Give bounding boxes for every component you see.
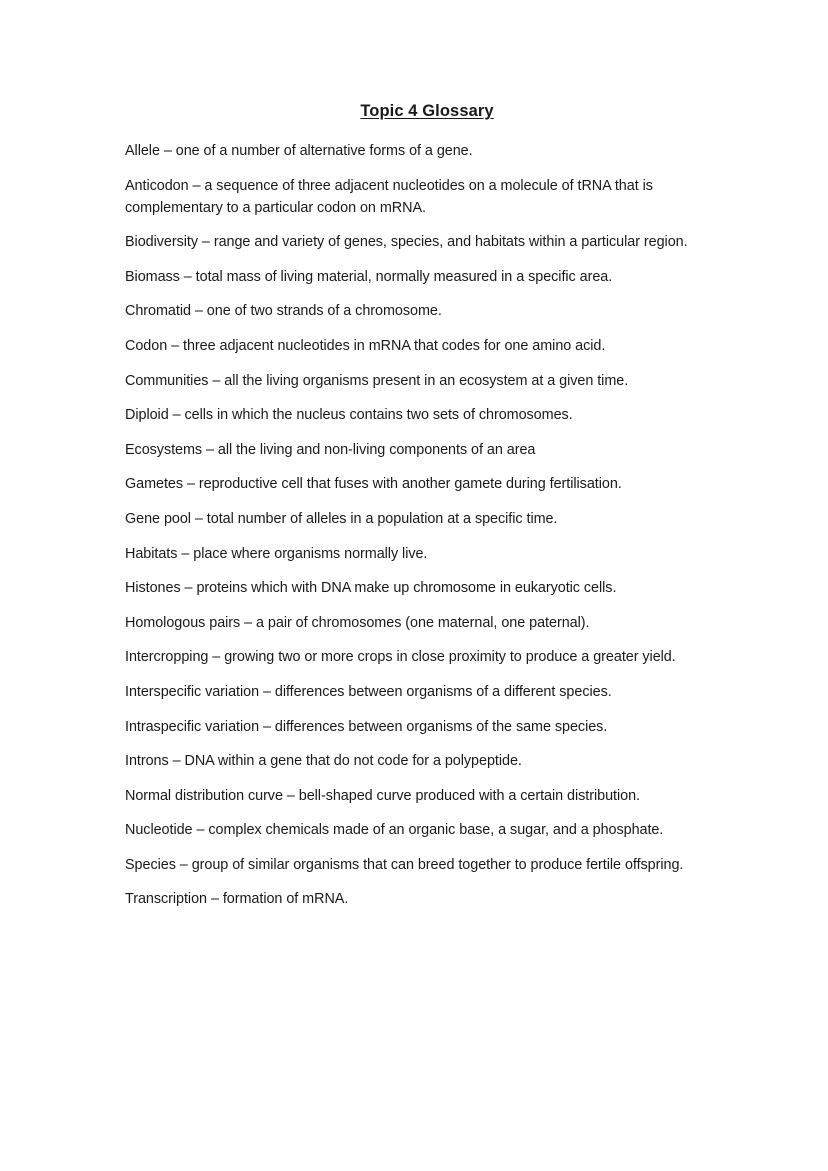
glossary-entry-species: Species – group of similar organisms that can breed together to produce fertile offspring.	[125, 856, 684, 873]
glossary-entry-intercropping: Intercropping – growing two or more crops in close proximity to produce a greater yield.	[125, 649, 676, 666]
glossary-entry-homologous-pairs: Homologous pairs – a pair of chromosomes (one maternal, one paternal).	[125, 614, 590, 631]
glossary-entry-introns: Introns – DNA within a gene that do not code for a polypeptide.	[125, 753, 522, 770]
glossary-entry-biodiversity: Biodiversity – range and variety of genes, species, and habitats within a particular region.	[125, 234, 688, 251]
glossary-entry-transcription: Transcription – formation of mRNA.	[125, 891, 349, 908]
glossary-entry-intraspecific-variation: Intraspecific variation – differences between organisms of the same species.	[125, 718, 608, 735]
glossary-entry-interspecific-variation: Interspecific variation – differences between organisms of a different species.	[125, 683, 612, 700]
glossary-entry-gametes: Gametes – reproductive cell that fuses with another gamete during fertilisation.	[125, 476, 622, 493]
glossary-entry-codon: Codon – three adjacent nucleotides in mRNA that codes for one amino acid.	[125, 337, 606, 354]
glossary-entry-biomass: Biomass – total mass of living material, normally measured in a specific area.	[125, 268, 613, 285]
glossary-entry-allele: Allele – one of a number of alternative forms of a gene.	[125, 143, 473, 159]
glossary-list	[125, 140, 765, 910]
glossary-entry-communities: Communities – all the living organisms present in an ecosystem at a given time.	[125, 372, 629, 389]
glossary-entry-gene-pool: Gene pool – total number of alleles in a population at a specific time.	[125, 510, 558, 527]
glossary-entry-chromatid: Chromatid – one of two strands of a chromosome.	[125, 303, 442, 320]
glossary-entry-anticodon: Anticodon – a sequence of three adjacent nucleotides on a molecule of tRNA that is complementary to a particular codon on mRNA.	[125, 177, 653, 216]
glossary-entry-diploid: Diploid – cells in which the nucleus contains two sets of chromosomes.	[125, 407, 573, 424]
glossary-entry-ecosystems: Ecosystems – all the living and non-living components of an area	[125, 441, 536, 458]
glossary-entry-nucleotide: Nucleotide – complex chemicals made of an organic base, a sugar, and a phosphate.	[125, 822, 664, 839]
glossary-entry-histones: Histones – proteins which with DNA make up chromosome in eukaryotic cells.	[125, 580, 617, 597]
glossary-entry-normal-distribution-curve: Normal distribution curve – bell-shaped curve produced with a certain distribution.	[125, 787, 640, 804]
page-title: Topic 4 Glossary	[360, 102, 494, 120]
glossary-entry-habitats: Habitats – place where organisms normally live.	[125, 545, 428, 562]
